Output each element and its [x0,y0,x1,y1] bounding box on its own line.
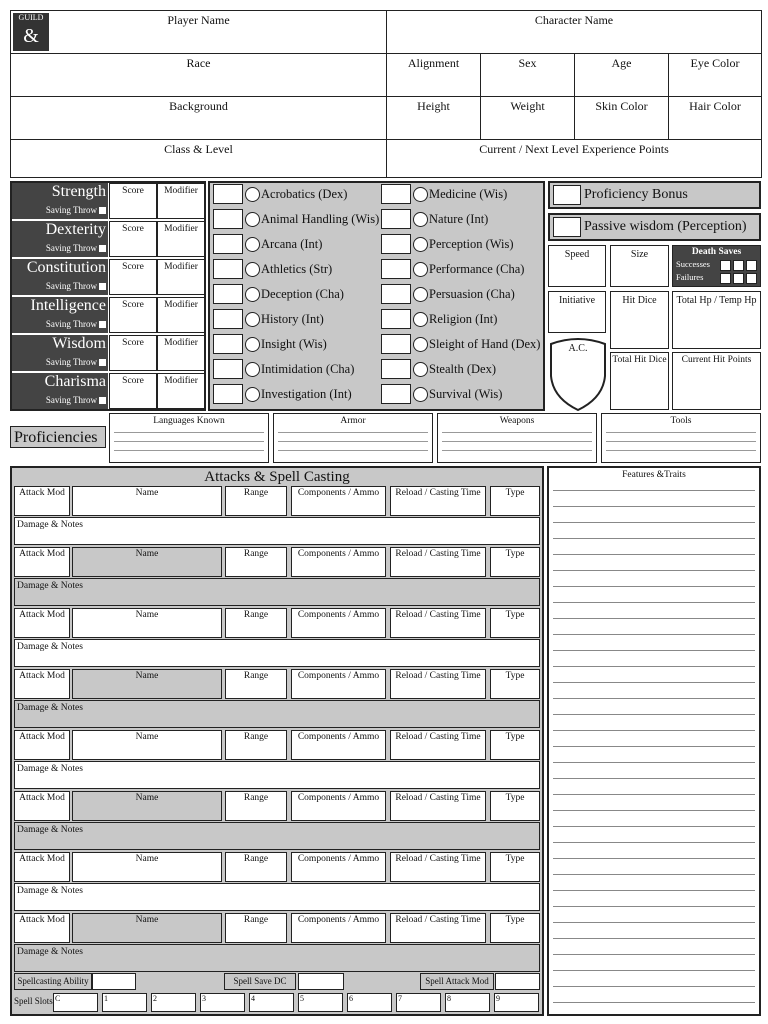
write-line [553,1002,755,1003]
ac-label: A.C. [568,343,588,354]
spell-slots-label: Spell Slots [14,996,53,1006]
background-field[interactable]: Background [10,96,387,140]
write-line [553,666,755,667]
attack-type-field[interactable]: Type [490,547,540,577]
skill-label: Persuasion (Cha) [429,287,515,301]
ability-name: Wisdom [52,335,106,352]
write-line [114,441,264,442]
attack-mod-field[interactable]: Attack Mod [14,486,70,516]
skill-proficiency-radio[interactable] [245,237,260,252]
initiative-field[interactable]: Initiative [548,291,606,333]
death-saves-label: Death Saves [691,247,742,257]
write-line [278,432,428,433]
spell-slot-field[interactable]: 5 [298,993,343,1012]
spell-save-dc-label: Spell Save DC [224,973,296,990]
skill-proficiency-radio[interactable] [245,187,260,202]
attack-reload-field[interactable]: Reload / Casting Time [390,486,486,516]
skill-label: History (Int) [261,312,324,326]
ability-name: Constitution [26,259,106,276]
proficiency-bonus-input[interactable] [553,185,581,205]
experience-field[interactable]: Current / Next Level Experience Points [386,139,762,178]
attack-range-field[interactable]: Range [225,608,287,638]
write-line [553,778,755,779]
attack-range-field[interactable]: Range [225,852,287,882]
attack-reload-field[interactable]: Reload / Casting Time [390,730,486,760]
proficiency-bonus-label: Proficiency Bonus [584,187,688,202]
write-line [553,586,755,587]
attack-type-field[interactable]: Type [490,791,540,821]
attack-name-field[interactable]: Name [72,913,222,943]
attack-mod-field[interactable]: Attack Mod [14,608,70,638]
saving-throw-label: Saving Throw [14,319,106,329]
skill-proficiency-radio[interactable] [413,262,428,277]
attack-reload-field[interactable]: Reload / Casting Time [390,608,486,638]
saving-throw-checkbox[interactable] [99,283,106,290]
saving-throw-label: Saving Throw [14,243,106,253]
attack-components-field[interactable]: Components / Ammo [291,608,386,638]
alignment-field[interactable]: Alignment [386,53,481,97]
attack-type-field[interactable]: Type [490,669,540,699]
write-line [442,441,592,442]
death-save-checkbox[interactable] [720,260,731,271]
skill-bonus-input[interactable] [381,334,411,354]
skill-proficiency-radio[interactable] [413,337,428,352]
saving-throw-label: Saving Throw [14,395,106,405]
skill-bonus-input[interactable] [381,234,411,254]
features-title: Features &Traits [622,470,686,480]
attack-mod-field[interactable]: Attack Mod [14,791,70,821]
attack-range-field[interactable]: Range [225,791,287,821]
ability-modifier-field[interactable]: Modifier [157,221,205,257]
attack-components-field[interactable]: Components / Ammo [291,852,386,882]
spell-slot-field[interactable]: C [53,993,98,1012]
write-line [553,986,755,987]
spell-slot-field[interactable]: 3 [200,993,245,1012]
write-line [553,730,755,731]
hair-color-field[interactable]: Hair Color [668,96,762,140]
attack-name-field[interactable]: Name [72,486,222,516]
ability-modifier-field[interactable]: Modifier [157,183,205,219]
proficiency-armor-field[interactable]: Armor [273,413,433,463]
current-hp-field[interactable]: Current Hit Points [672,352,761,410]
skill-bonus-input[interactable] [213,384,243,404]
write-line [442,450,592,451]
spell-save-dc-input[interactable] [298,973,344,990]
write-line [553,858,755,859]
proficiencies-title: Proficiencies [10,426,106,448]
ability-score-field[interactable]: Score [109,373,157,409]
total-hit-dice-field[interactable]: Total Hit Dice [610,352,669,410]
skill-label: Intimidation (Cha) [261,362,355,376]
damage-notes-field[interactable]: Damage & Notes [14,517,540,545]
spell-attack-mod-input[interactable] [495,973,540,990]
write-line [553,634,755,635]
skill-bonus-input[interactable] [381,384,411,404]
attack-reload-field[interactable]: Reload / Casting Time [390,852,486,882]
skill-bonus-input[interactable] [381,209,411,229]
skill-bonus-input[interactable] [213,184,243,204]
write-line [553,890,755,891]
attack-components-field[interactable]: Components / Ammo [291,486,386,516]
attack-name-field[interactable]: Name [72,669,222,699]
skill-bonus-input[interactable] [381,184,411,204]
skill-bonus-input[interactable] [381,284,411,304]
passive-wisdom-input[interactable] [553,217,581,237]
skill-bonus-input[interactable] [213,334,243,354]
write-line [278,441,428,442]
skill-bonus-input[interactable] [213,284,243,304]
spell-slot-field[interactable]: 7 [396,993,441,1012]
skill-label: Athletics (Str) [261,262,333,276]
write-line [553,554,755,555]
write-line [553,506,755,507]
attack-name-field[interactable]: Name [72,547,222,577]
write-line [553,954,755,955]
skill-proficiency-radio[interactable] [245,287,260,302]
spell-attack-mod-label: Spell Attack Mod [420,973,494,990]
saving-throw-checkbox[interactable] [99,321,106,328]
death-saves-box: Death Saves Successes Failures [672,245,761,287]
skill-label: Performance (Cha) [429,262,525,276]
write-line [553,522,755,523]
skill-proficiency-radio[interactable] [245,387,260,402]
skill-proficiency-radio[interactable] [413,312,428,327]
write-line [114,450,264,451]
skill-label: Nature (Int) [429,212,489,226]
saving-throw-checkbox[interactable] [99,359,106,366]
attack-mod-field[interactable]: Attack Mod [14,547,70,577]
spell-slot-field[interactable]: 6 [347,993,392,1012]
attack-components-field[interactable]: Components / Ammo [291,791,386,821]
skill-proficiency-radio[interactable] [413,287,428,302]
attack-type-field[interactable]: Type [490,913,540,943]
skill-bonus-input[interactable] [213,209,243,229]
saving-throw-checkbox[interactable] [99,207,106,214]
sex-field[interactable]: Sex [480,53,575,97]
proficiency-weapons-field[interactable]: Weapons [437,413,597,463]
proficiency-bonus-box [548,181,761,209]
saving-throw-checkbox[interactable] [99,245,106,252]
age-field[interactable]: Age [574,53,669,97]
skill-bonus-input[interactable] [213,359,243,379]
skill-proficiency-radio[interactable] [245,337,260,352]
skill-proficiency-radio[interactable] [413,237,428,252]
attack-mod-field[interactable]: Attack Mod [14,730,70,760]
ability-score-field[interactable]: Score [109,297,157,333]
ability-modifier-field[interactable]: Modifier [157,297,205,333]
write-line [553,762,755,763]
skill-label: Investigation (Int) [261,387,352,401]
spellcasting-ability-input[interactable] [92,973,136,990]
skill-bonus-input[interactable] [213,309,243,329]
write-line [553,618,755,619]
skill-proficiency-radio[interactable] [245,262,260,277]
skill-label: Perception (Wis) [429,237,514,251]
attack-reload-field[interactable]: Reload / Casting Time [390,547,486,577]
damage-notes-field[interactable]: Damage & Notes [14,578,540,606]
write-line [606,450,756,451]
death-save-checkbox[interactable] [720,273,731,284]
write-line [553,922,755,923]
attack-mod-field[interactable]: Attack Mod [14,852,70,882]
skill-label: Insight (Wis) [261,337,327,351]
death-save-checkbox[interactable] [733,273,744,284]
spell-slot-field[interactable]: 8 [445,993,490,1012]
write-line [114,432,264,433]
damage-notes-field[interactable]: Damage & Notes [14,883,540,911]
saving-throw-label: Saving Throw [14,281,106,291]
attack-name-field[interactable]: Name [72,730,222,760]
attack-mod-field[interactable]: Attack Mod [14,669,70,699]
skin-color-field[interactable]: Skin Color [574,96,669,140]
race-field[interactable]: Race [10,53,387,97]
write-line [278,450,428,451]
spell-slot-field[interactable]: 4 [249,993,294,1012]
attack-range-field[interactable]: Range [225,669,287,699]
ability-name: Intelligence [30,297,106,314]
write-line [606,432,756,433]
attack-range-field[interactable]: Range [225,486,287,516]
ability-score-field[interactable]: Score [109,221,157,257]
skill-proficiency-radio[interactable] [413,187,428,202]
skill-label: Religion (Int) [429,312,498,326]
skill-label: Acrobatics (Dex) [261,187,348,201]
skill-proficiency-radio[interactable] [413,362,428,377]
attack-name-field[interactable]: Name [72,852,222,882]
skill-proficiency-radio[interactable] [245,362,260,377]
attack-type-field[interactable]: Type [490,852,540,882]
write-line [442,432,592,433]
write-line [553,826,755,827]
speed-field[interactable]: Speed [548,245,606,287]
attack-components-field[interactable]: Components / Ammo [291,669,386,699]
write-line [553,874,755,875]
eye-color-field[interactable]: Eye Color [668,53,762,97]
skill-bonus-input[interactable] [213,234,243,254]
weight-field[interactable]: Weight [480,96,575,140]
damage-notes-field[interactable]: Damage & Notes [14,639,540,667]
hit-dice-field[interactable]: Hit Dice [610,291,669,349]
write-line [553,794,755,795]
ability-modifier-field[interactable]: Modifier [157,373,205,409]
ability-modifier-field[interactable]: Modifier [157,259,205,295]
skill-label: Stealth (Dex) [429,362,496,376]
write-line [553,698,755,699]
write-line [553,906,755,907]
death-save-checkbox[interactable] [746,260,757,271]
write-line [553,538,755,539]
attack-mod-field[interactable]: Attack Mod [14,913,70,943]
character-name-field[interactable]: Character Name [386,10,762,54]
death-save-checkbox[interactable] [733,260,744,271]
attack-reload-field[interactable]: Reload / Casting Time [390,669,486,699]
skill-label: Sleight of Hand (Dex) [429,337,541,351]
damage-notes-field[interactable]: Damage & Notes [14,761,540,789]
passive-wisdom-box [548,213,761,241]
spell-slot-field[interactable]: 9 [494,993,539,1012]
size-field[interactable]: Size [610,245,669,287]
attack-components-field[interactable]: Components / Ammo [291,547,386,577]
write-line [553,970,755,971]
write-line [553,938,755,939]
skill-label: Medicine (Wis) [429,187,508,201]
attack-name-field[interactable]: Name [72,791,222,821]
skill-label: Deception (Cha) [261,287,344,301]
write-line [606,441,756,442]
skill-label: Survival (Wis) [429,387,503,401]
skill-proficiency-radio[interactable] [245,212,260,227]
damage-notes-field[interactable]: Damage & Notes [14,700,540,728]
proficiency-languages-field[interactable]: Languages Known [109,413,269,463]
attack-type-field[interactable]: Type [490,486,540,516]
ability-name: Charisma [44,373,106,390]
proficiency-tools-field[interactable]: Tools [601,413,761,463]
attack-components-field[interactable]: Components / Ammo [291,913,386,943]
write-line [553,682,755,683]
guild-logo: GUILD & [13,13,49,51]
passive-wisdom-label: Passive wisdom (Perception) [584,219,747,234]
attack-range-field[interactable]: Range [225,730,287,760]
total-hp-field[interactable]: Total Hp / Temp Hp [672,291,761,349]
attack-type-field[interactable]: Type [490,608,540,638]
skill-bonus-input[interactable] [213,259,243,279]
ability-name: Dexterity [45,221,106,238]
height-field[interactable]: Height [386,96,481,140]
attack-components-field[interactable]: Components / Ammo [291,730,386,760]
damage-notes-field[interactable]: Damage & Notes [14,822,540,850]
write-line [553,810,755,811]
skill-bonus-input[interactable] [381,259,411,279]
saving-throw-checkbox[interactable] [99,397,106,404]
class-level-field[interactable]: Class & Level [10,139,387,178]
attack-range-field[interactable]: Range [225,913,287,943]
attack-name-field[interactable]: Name [72,608,222,638]
ability-score-field[interactable]: Score [109,335,157,371]
write-line [553,602,755,603]
skill-bonus-input[interactable] [381,309,411,329]
skill-label: Arcana (Int) [261,237,323,251]
spell-slot-field[interactable]: 2 [151,993,196,1012]
skill-label: Animal Handling (Wis) [261,212,380,226]
write-line [553,570,755,571]
attack-type-field[interactable]: Type [490,730,540,760]
death-save-checkbox[interactable] [746,273,757,284]
attack-reload-field[interactable]: Reload / Casting Time [390,913,486,943]
skill-bonus-input[interactable] [381,359,411,379]
saving-throw-label: Saving Throw [14,205,106,215]
ability-score-field[interactable]: Score [109,183,157,219]
attack-reload-field[interactable]: Reload / Casting Time [390,791,486,821]
spellcasting-ability-label: Spellcasting Ability [14,973,92,990]
damage-notes-field[interactable]: Damage & Notes [14,944,540,972]
write-line [553,714,755,715]
player-name-field[interactable]: GUILD & Player Name [10,10,387,54]
ability-modifier-field[interactable]: Modifier [157,335,205,371]
write-line [553,746,755,747]
attacks-title: Attacks & Spell Casting [204,469,350,485]
saving-throw-label: Saving Throw [14,357,106,367]
write-line [553,650,755,651]
ability-name: Strength [51,183,106,200]
attack-range-field[interactable]: Range [225,547,287,577]
features-panel[interactable] [547,466,761,1016]
write-line [553,490,755,491]
ability-score-field[interactable]: Score [109,259,157,295]
write-line [553,842,755,843]
skill-proficiency-radio[interactable] [413,212,428,227]
spell-slot-field[interactable]: 1 [102,993,147,1012]
skill-proficiency-radio[interactable] [413,387,428,402]
skill-proficiency-radio[interactable] [245,312,260,327]
